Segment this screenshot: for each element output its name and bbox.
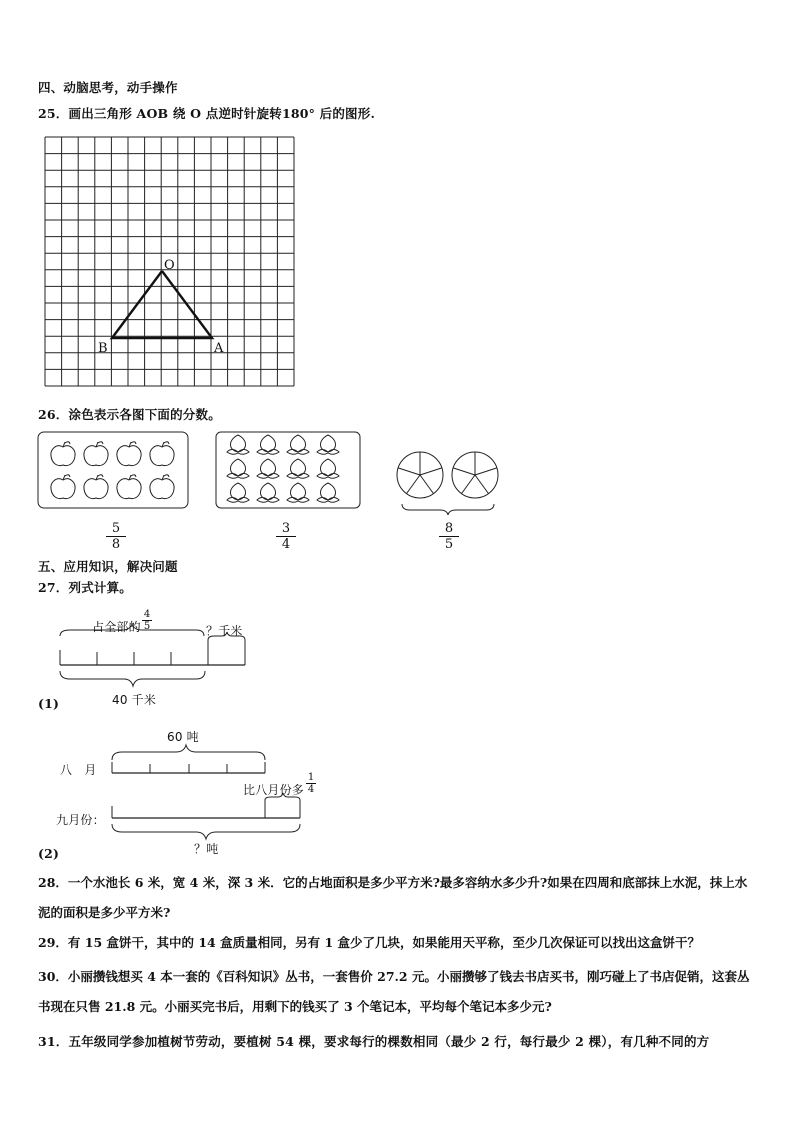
apple-icon: [84, 442, 108, 466]
peach-box: [216, 432, 360, 508]
point-b-label: B: [98, 341, 108, 356]
triangle-aob: [112, 271, 212, 338]
pie-circles: [397, 452, 498, 498]
diagram1-top-label: 占全部的: [92, 620, 141, 634]
pie-divider: [420, 468, 442, 475]
peach-icon: [287, 459, 309, 478]
peach-icon: [227, 459, 249, 478]
question-30: 30．小丽攒钱想买 4 本一套的《百科知识》丛书，一套售价 27.2 元。小丽攒够了钱去书店买书，刚巧碰上了书店促销，这套丛书现在只售 21.8 元。小丽买完书后，用剩下的钱买了 3 个笔记本，平均每个笔记本多少元?: [38, 969, 750, 1014]
apple-icon: [150, 475, 174, 499]
diagram1-bottom-label: 40 千米: [112, 693, 157, 707]
apple-box: [38, 432, 188, 508]
apple-icon: [117, 442, 141, 466]
diagram2-row1-label: 八 月: [60, 763, 97, 777]
pie-divider: [475, 468, 497, 475]
diagram1-index: (1): [38, 696, 60, 711]
peach-icon: [287, 435, 309, 454]
apple-icon: [51, 475, 75, 499]
diagram1-right-label: ？千米: [206, 624, 243, 638]
diagram2-mid-label: 比八月份多: [243, 783, 305, 797]
pie-divider: [420, 475, 434, 494]
peach-icon: [257, 435, 279, 454]
apple-icon: [117, 475, 141, 499]
apple-icon: [150, 442, 174, 466]
question-26: 26．涂色表示各图下面的分数。: [38, 407, 221, 422]
diagram2-bottom-label: ？吨: [194, 842, 219, 856]
question-25: 25．画出三角形 AOB 绕 O 点逆时针旋转180° 后的图形.: [38, 106, 375, 121]
pie-divider: [453, 468, 475, 475]
pie-divider: [475, 475, 489, 494]
pie-divider: [461, 475, 475, 494]
peach-icon: [287, 483, 309, 502]
apple-icon: [51, 442, 75, 466]
peach-icon: [227, 435, 249, 454]
point-a-label: A: [214, 341, 224, 356]
peach-icon: [317, 459, 339, 478]
diagram2-index: (2): [38, 846, 60, 861]
peach-icon: [317, 435, 339, 454]
diagram2-row2-label: 九月份：: [56, 813, 105, 827]
section-5-title: 五、应用知识，解决问题: [38, 559, 178, 574]
peach-icon: [227, 483, 249, 502]
fraction-apples: $\frac{5}{8}$: [106, 521, 126, 552]
circle-brace: [402, 504, 494, 515]
pie-divider: [398, 468, 420, 475]
question-31: 31．五年级同学参加植树节劳动，要植树 54 棵，要求每行的棵数相同（最少 2 行，每行最少 2 棵），有几种不同的方: [38, 1034, 710, 1049]
diagram2-top-label: 60 吨: [167, 730, 199, 744]
section-4-title: 四、动脑思考，动手操作: [38, 80, 178, 95]
diagram2-fraction: $\frac{1}{4}$: [307, 772, 315, 795]
diagram1-fraction: $\frac{4}{5}$: [143, 609, 151, 632]
point-o-label: O: [164, 258, 175, 273]
pie-divider: [406, 475, 420, 494]
fraction-peaches: $\frac{3}{4}$: [276, 521, 296, 552]
question-28: 28．一个水池长 6 米，宽 4 米，深 3 米．它的占地面积是多少平方米?最多容纳水多少升?如果在四周和底部抹上水泥，抹上水泥的面积是多少平方米?: [38, 875, 748, 920]
peach-icon: [257, 483, 279, 502]
apple-icon: [84, 475, 108, 499]
question-29: 29．有 15 盒饼干，其中的 14 盒质量相同，另有 1 盒少了几块，如果能用天平称，至少几次保证可以找出这盒饼干？: [38, 935, 700, 950]
peach-icon: [257, 459, 279, 478]
fraction-circles: $\frac{8}{5}$: [439, 521, 459, 552]
peach-icon: [317, 483, 339, 502]
question-27: 27．列式计算。: [38, 580, 132, 595]
